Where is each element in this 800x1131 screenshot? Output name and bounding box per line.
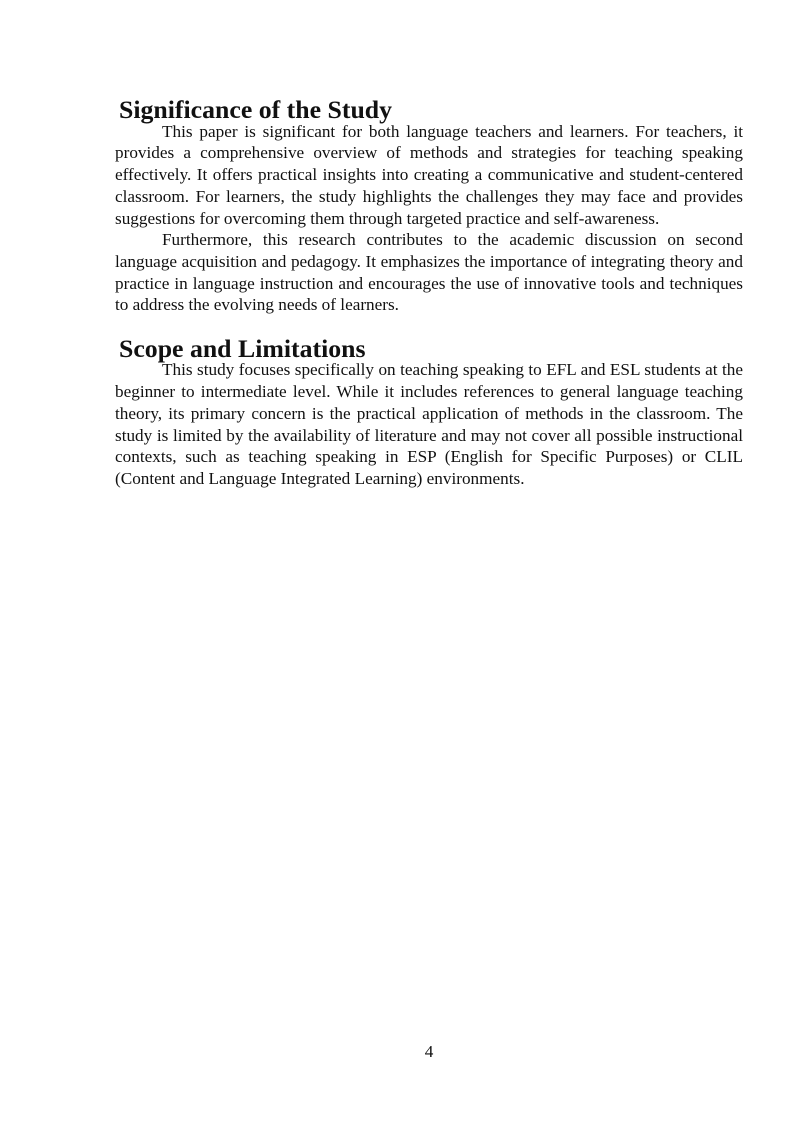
page-body	[115, 95, 743, 490]
paragraph: This paper is significant for both language teachers and learners. For teachers, it provides a comprehensive overview of methods and strategies for teaching speaking effectively. It offers practical insights into creating a communicative and student-centered classroom. For learners, the study highlights the challenges they may face and provides suggestions for overcoming them through targeted practice and self-awareness.	[115, 121, 743, 228]
section-scope-limitations	[115, 333, 743, 490]
paragraph: Furthermore, this research contributes to the academic discussion on second language acquisition and pedagogy. It emphasizes the importance of integrating theory and practice in language instruction and encourages the use of innovative tools and techniques to address the evolving needs of learners.	[115, 230, 743, 315]
section-heading: Scope and Limitations	[119, 333, 366, 363]
section-significance	[115, 95, 743, 316]
page-number: 4	[424, 1042, 434, 1061]
paragraph: This study focuses specifically on teaching speaking to EFL and ESL students at the beginner to intermediate level. While it includes references to general language teaching theory, its primary concern is the practical application of methods in the classroom. The study is limited by the availability of literature and may not cover all possible instructional contexts, such as teaching speaking in ESP (English for Specific Purposes) or CLIL (Content and Language Integrated Learning) environments.	[115, 360, 743, 488]
section-heading: Significance of the Study	[119, 95, 393, 124]
